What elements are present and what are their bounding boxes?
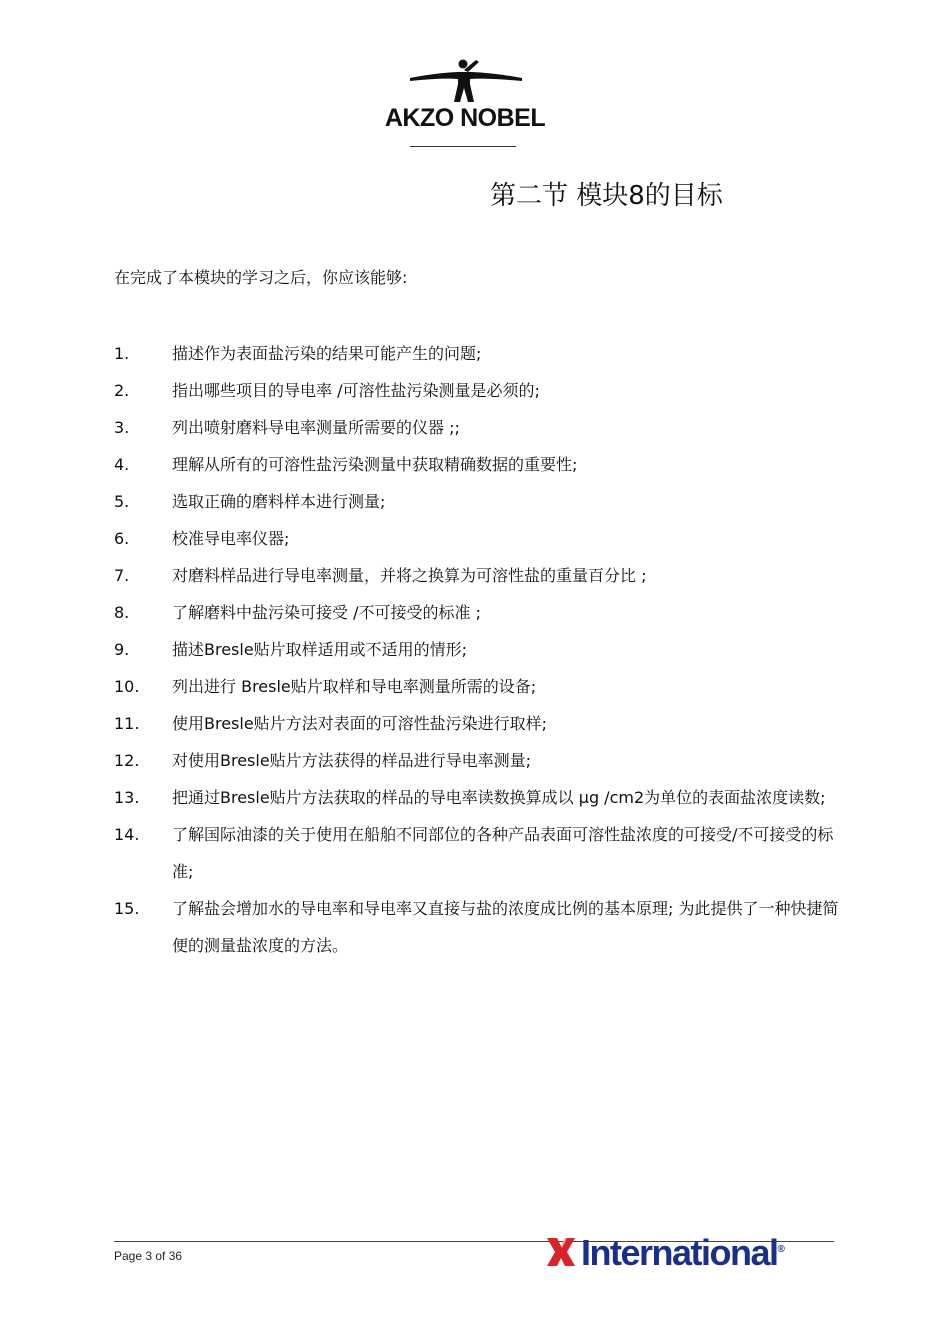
list-item — [114, 668, 844, 705]
item-text: 列出喷射磨料导电率测量所需要的仪器 ;; — [172, 418, 460, 437]
item-number: 5. — [114, 492, 130, 511]
intro-text: 在完成了本模块的学习之后，你应该能够: — [114, 268, 408, 287]
list-item — [114, 446, 844, 483]
item-text: 列出进行 Bresle贴片取样和导电率测量所需的设备; — [172, 677, 537, 696]
x-mark-icon — [543, 1234, 579, 1270]
item-number: 12. — [114, 751, 140, 770]
item-text: 校准导电率仪器; — [172, 529, 290, 548]
item-number: 15. — [114, 899, 140, 918]
item-number: 1. — [114, 344, 130, 363]
list-item — [114, 779, 844, 816]
item-text: 了解磨料中盐污染可接受 /不可接受的标准 ; — [172, 603, 481, 622]
logo-underline — [410, 146, 516, 147]
list-item — [114, 483, 844, 520]
registered-mark: ® — [777, 1244, 784, 1255]
list-item — [114, 816, 844, 890]
item-text: 了解盐会增加水的导电率和导电率又直接与盐的浓度成比例的基本原理; 为此提供了一种快捷简便的测量盐浓度的方法。 — [172, 899, 839, 955]
international-logo — [543, 1228, 813, 1272]
item-number: 14. — [114, 825, 140, 844]
brand-name: International® — [581, 1232, 784, 1273]
section-title: 第二节 模块8的目标 — [490, 181, 723, 211]
list-item — [114, 335, 844, 372]
item-number: 4. — [114, 455, 130, 474]
list-item — [114, 594, 844, 631]
item-text: 选取正确的磨料样本进行测量; — [172, 492, 386, 511]
item-text: 了解国际油漆的关于使用在船舶不同部位的各种产品表面可溶性盐浓度的可接受/不可接受的标准; — [172, 825, 834, 881]
item-number: 7. — [114, 566, 130, 585]
list-item — [114, 520, 844, 557]
list-item — [114, 705, 844, 742]
list-item — [114, 372, 844, 409]
list-item — [114, 742, 844, 779]
list-item — [114, 557, 844, 594]
item-text: 对使用Bresle贴片方法获得的样品进行导电率测量; — [172, 751, 532, 770]
item-text: 指出哪些项目的导电率 /可溶性盐污染测量是必须的; — [172, 381, 540, 400]
item-number: 13. — [114, 788, 140, 807]
item-number: 9. — [114, 640, 130, 659]
item-number: 8. — [114, 603, 130, 622]
logo-text: AKZO NOBEL — [384, 104, 546, 132]
item-number: 3. — [114, 418, 130, 437]
objectives-list — [114, 335, 844, 964]
item-number: 10. — [114, 677, 140, 696]
list-item — [114, 409, 844, 446]
list-item — [114, 890, 844, 964]
list-item — [114, 631, 844, 668]
akzo-nobel-logo — [380, 58, 550, 150]
item-number: 6. — [114, 529, 130, 548]
item-text: 把通过Bresle贴片方法获取的样品的导电率读数换算成以 μg /cm2为单位的表面盐浓度读数; — [172, 788, 826, 807]
item-text: 对磨料样品进行导电率测量，并将之换算为可溶性盐的重量百分比 ; — [172, 566, 647, 585]
page-number: Page 3 of 36 — [114, 1249, 183, 1263]
akzo-figure-icon — [380, 58, 550, 104]
item-text: 描述Bresle贴片取样适用或不适用的情形; — [172, 640, 468, 659]
item-number: 11. — [114, 714, 140, 733]
item-text: 描述作为表面盐污染的结果可能产生的问题; — [172, 344, 482, 363]
item-text: 理解从所有的可溶性盐污染测量中获取精确数据的重要性; — [172, 455, 578, 474]
item-text: 使用Bresle贴片方法对表面的可溶性盐污染进行取样; — [172, 714, 548, 733]
item-number: 2. — [114, 381, 130, 400]
